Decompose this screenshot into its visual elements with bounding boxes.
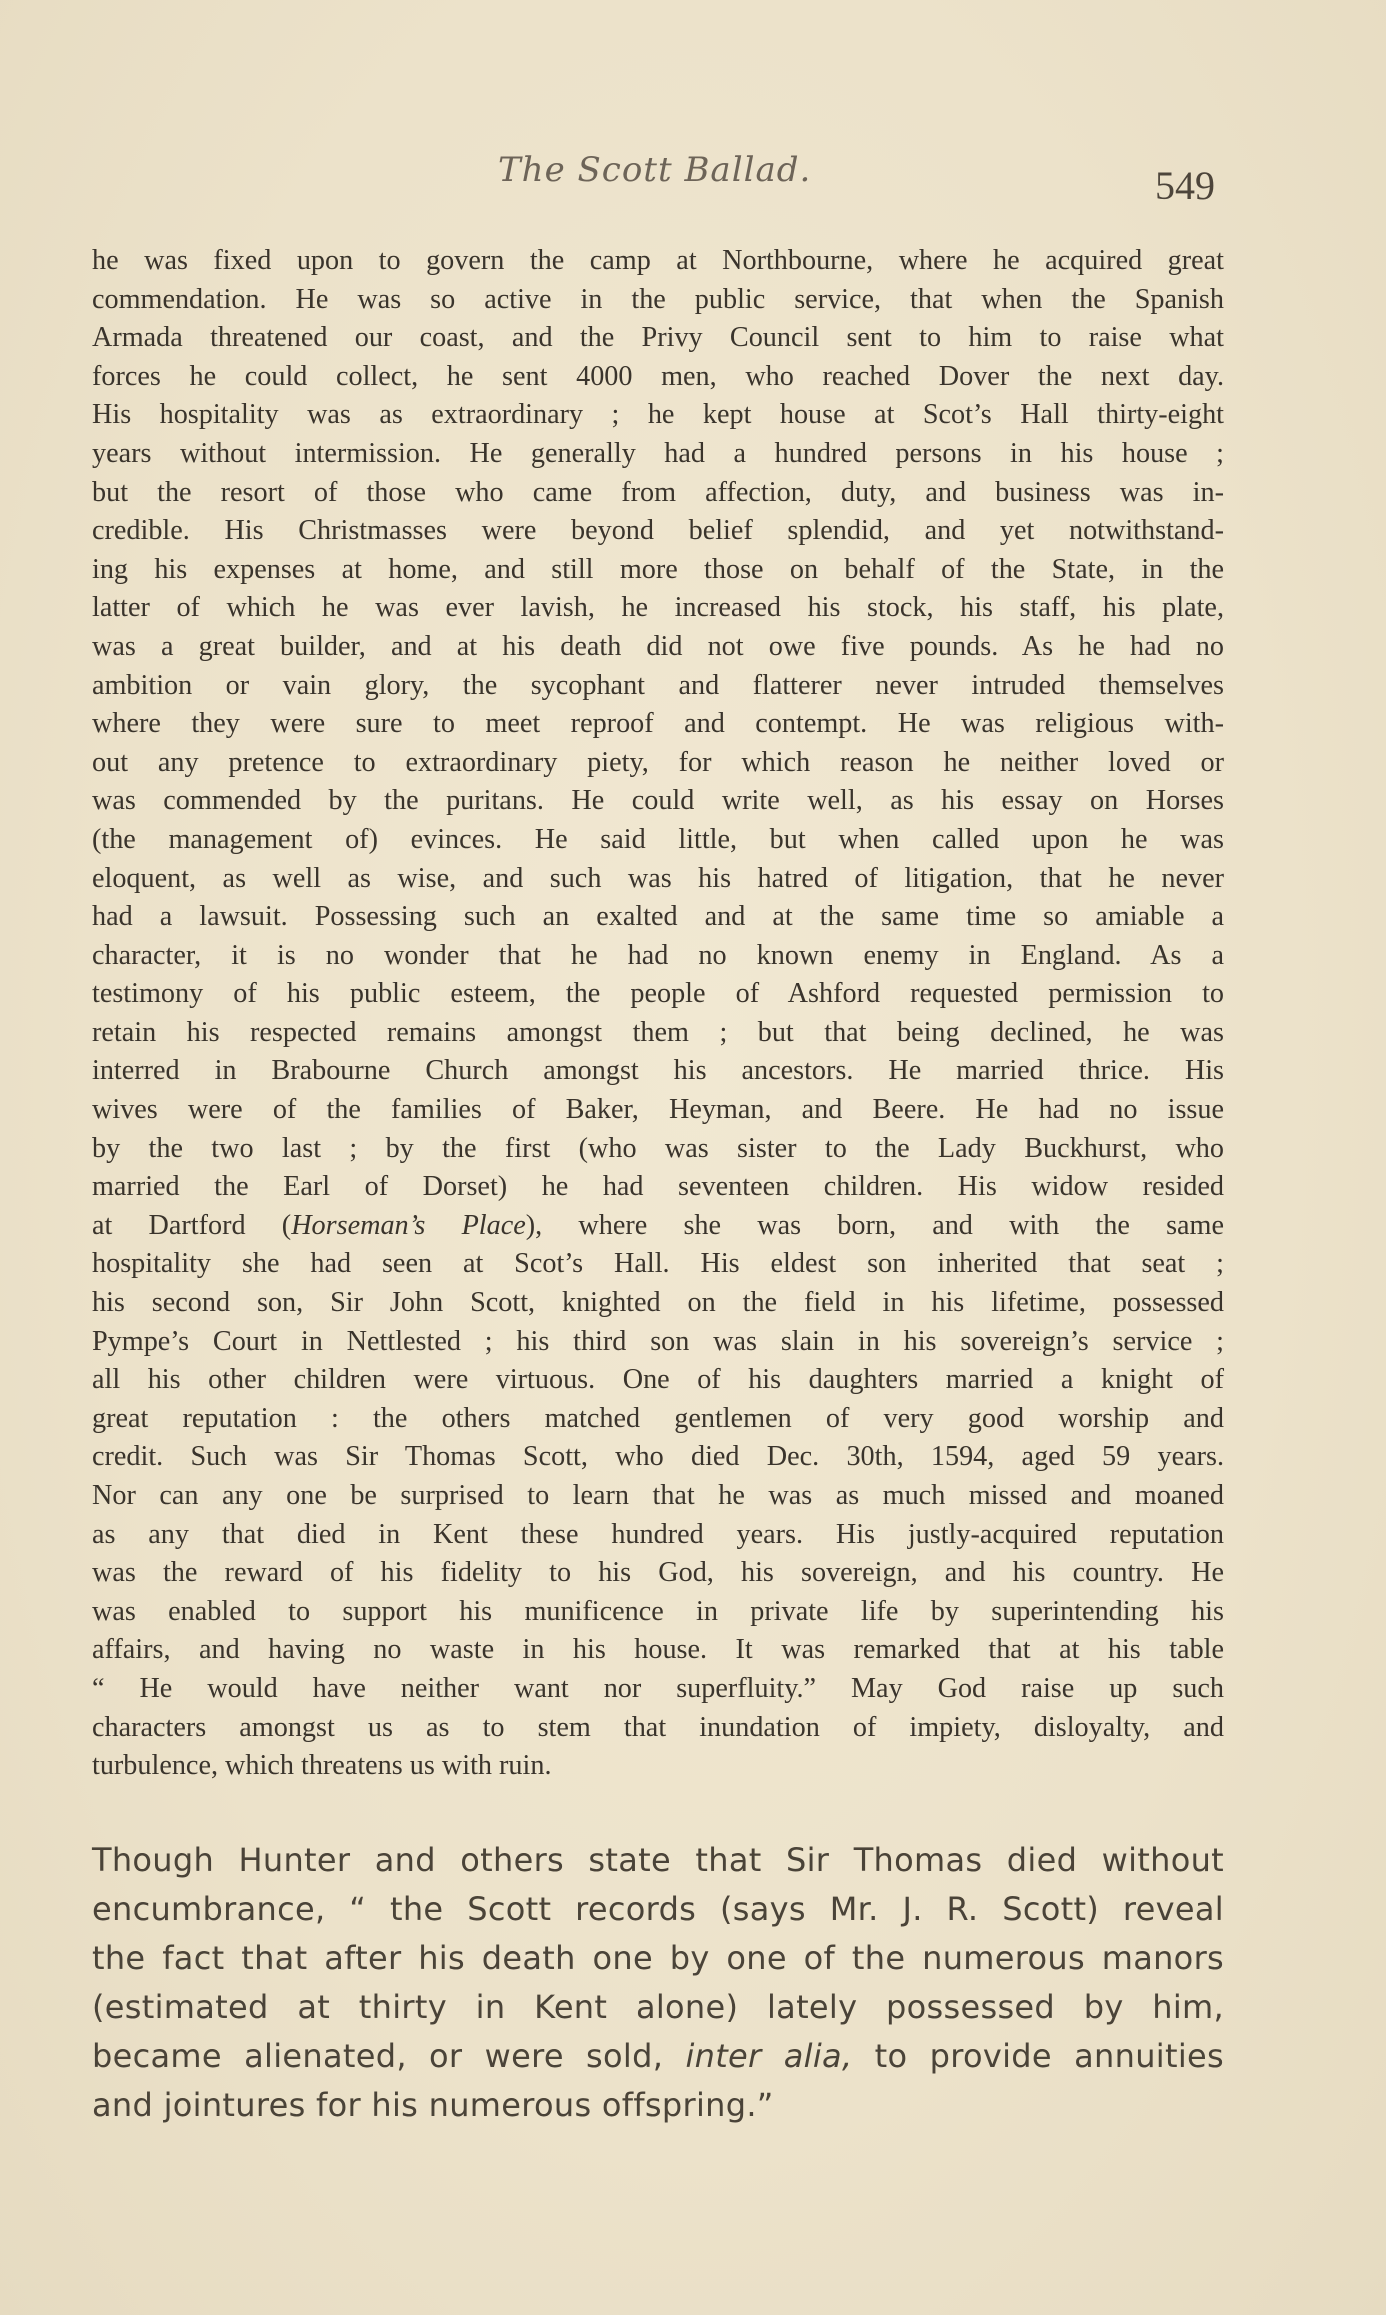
text-line: years without intermission. He generally had a hundred persons in his house ; [92,437,1224,469]
text-line [92,2032,1224,2081]
text-line: he was fixed upon to govern the camp at Northbourne, where he acquired great [92,245,1224,276]
text-line: all his other children were virtuous. One of his daughters married a knight of [92,1364,1224,1396]
text-segment: became alienated, or were sold, [92,2037,686,2075]
text-line: as any that died in Kent these hundred years. His justly-acquired reputation [92,1518,1224,1550]
text-line: forces he could collect, he sent 4000 men, who reached Dover the next day. [92,360,1224,392]
text-line: encumbrance, “ the Scott records (says Mr. J. R. Scott) reveal [92,1890,1224,1928]
text-line: was enabled to support his munificence in private life by superintending his [92,1595,1224,1627]
text-line: credible. His Christmasses were beyond belief splendid, and yet notwithstand- [92,515,1224,547]
text-line: (the management of) evinces. He said little, but when called upon he was [92,823,1224,855]
text-line: out any pretence to extraordinary piety, for which reason he neither loved or [92,746,1224,778]
body-paragraph [92,1836,1224,2130]
text-line: was a great builder, and at his death did not owe five pounds. As he had no [92,630,1224,662]
text-line: great reputation : the others matched gentlemen of very good worship and [92,1402,1224,1434]
text-line: had a lawsuit. Possessing such an exalted and at the same time so amiable a [92,901,1224,933]
text-line: and jointures for his numerous offspring.” [92,2086,774,2124]
text-line: ambition or vain glory, the sycophant and flatterer never intruded themselves [92,669,1224,701]
page-number: 549 [1155,163,1215,208]
text-line: but the resort of those who came from affection, duty, and business was in- [92,476,1224,508]
text-line: hospitality she had seen at Scot’s Hall. His eldest son inherited that seat ; [92,1248,1224,1280]
text-line: characters amongst us as to stem that inundation of impiety, disloyalty, and [92,1711,1224,1743]
text-line: Nor can any one be surprised to learn that he was as much missed and moaned [92,1480,1224,1511]
text-line: affairs, and having no waste in his house. It was remarked that at his table [92,1634,1224,1666]
text-line: eloquent, as well as wise, and such was his hatred of litigation, that he never [92,862,1224,894]
text-line: ing his expenses at home, and still more those on behalf of the State, in the [92,553,1224,585]
running-head [0,150,1386,210]
text-line: where they were sure to meet reproof and contempt. He was religious with- [92,708,1224,740]
text-line: was commended by the puritans. He could write well, as his essay on Horses [92,785,1224,817]
text-segment: at Dartford ( [92,1209,292,1241]
text-line: was the reward of his fidelity to his God, his sovereign, and his country. He [92,1557,1224,1589]
italic-text: Horseman’s Place [291,1209,526,1241]
text-line: married the Earl of Dorset) he had seventeen children. His widow resided [92,1171,1224,1203]
text-line: by the two last ; by the first (who was sister to the Lady Buckhurst, who [92,1132,1224,1164]
quoted-passage [92,242,1224,1786]
text-line: (estimated at thirty in Kent alone) lately possessed by him, [92,1988,1224,2026]
text-line: turbulence, which threatens us with ruin. [92,1750,552,1782]
text-line: Pympe’s Court in Nettlested ; his third son was slain in his sovereign’s service ; [92,1325,1224,1357]
text-line: the fact that after his death one by one of the numerous manors [92,1939,1224,1977]
running-title: The Scott Ballad. [498,150,812,190]
text-line [92,1207,1224,1246]
text-segment: ), where she was born, and with the same [525,1209,1224,1241]
text-line: commendation. He was so active in the public service, that when the Spanish [92,283,1224,315]
text-line: character, it is no wonder that he had no known enemy in England. As a [92,939,1224,971]
text-line: “ He would have neither want nor superfluity.” May God raise up such [92,1672,1224,1704]
text-line: Though Hunter and others state that Sir Thomas died without [92,1841,1224,1879]
text-segment: to provide annuities [852,2037,1224,2075]
text-line: retain his respected remains amongst them ; but that being declined, he was [92,1016,1224,1048]
text-line: credit. Such was Sir Thomas Scott, who died Dec. 30th, 1594, aged 59 years. [92,1441,1224,1473]
text-line: His hospitality was as extraordinary ; he kept house at Scot’s Hall thirty-eight [92,399,1224,431]
text-line: latter of which he was ever lavish, he increased his stock, his staff, his plate, [92,592,1224,624]
text-line: his second son, Sir John Scott, knighted on the field in his lifetime, possessed [92,1287,1224,1319]
text-line: Armada threatened our coast, and the Privy Council sent to him to raise what [92,322,1224,354]
text-line: wives were of the families of Baker, Heyman, and Beere. He had no issue [92,1094,1224,1126]
italic-text: inter alia, [685,2037,853,2075]
text-line: testimony of his public esteem, the people of Ashford requested permission to [92,978,1224,1010]
text-line: interred in Brabourne Church amongst his ancestors. He married thrice. His [92,1055,1224,1087]
